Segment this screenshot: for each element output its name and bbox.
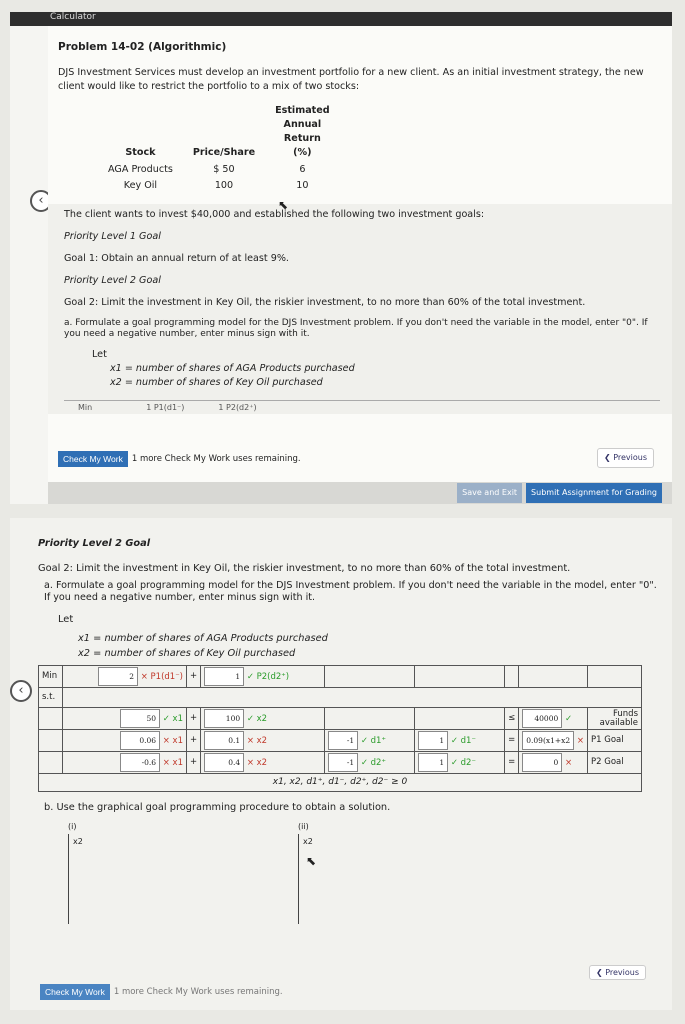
previous-button[interactable]: ❮ Previous [589, 965, 646, 980]
screenshot-zoom [10, 518, 672, 1010]
submit-button[interactable]: Submit Assignment for Grading [526, 483, 662, 503]
r1-coef-x2[interactable]: 100 [204, 709, 244, 728]
col-price: Price/Share [192, 147, 256, 158]
r1-coef-x1[interactable]: 50 [120, 709, 160, 728]
r2-coef-d1minus[interactable]: 1 [418, 731, 448, 750]
graph-ii-label: (ii) [298, 822, 309, 831]
problem-intro: DJS Investment Services must develop an investment portfolio for a new client. As an initial investment strategy, the new client would like to restrict the portfolio to a mix of two stocks: [58, 67, 644, 92]
plus: + [187, 730, 201, 752]
table-row [98, 178, 340, 194]
x2-definition: x2 = number of shares of Key Oil purchased [78, 648, 296, 659]
plus: + [187, 666, 201, 688]
r3-term-d2plus: ✓ d2⁺ [360, 758, 386, 768]
back-arrow-icon[interactable]: ‹ [10, 680, 32, 702]
check-note: 1 more Check My Work uses remaining. [113, 987, 283, 997]
cut-p1: 1 P1(d1⁻) [146, 403, 185, 412]
r3-coef-x1[interactable]: -0.6 [120, 753, 160, 772]
footer-bar [48, 482, 672, 504]
st-label: s.t. [39, 688, 63, 708]
objective-row [39, 666, 642, 688]
r2-note: P1 Goal [588, 730, 642, 752]
goal-1: Goal 1: Obtain an annual return of at least 9%. [64, 253, 289, 264]
empty-cell [519, 666, 588, 688]
problem-sheet [48, 26, 672, 504]
graph-i [68, 819, 178, 924]
nonneg-row [39, 774, 642, 792]
plus: + [187, 708, 201, 730]
r3-operator: = [505, 752, 519, 774]
r2-term-d1minus: ✓ d1⁻ [450, 736, 476, 746]
constraint-row-funds [39, 708, 642, 730]
goals-section [48, 204, 672, 414]
cell: 10 [296, 180, 309, 191]
cell: 100 [214, 180, 234, 191]
x1-definition: x1 = number of shares of AGA Products purchased [110, 363, 355, 374]
previous-label: Previous [613, 453, 647, 462]
let-label: Let [92, 349, 107, 360]
r3-term-x2: × x2 [246, 758, 268, 768]
check-note: 1 more Check My Work uses remaining. [131, 454, 301, 464]
part-a-instructions: a. Formulate a goal programming model for the DJS Investment problem. If you don't need the variable in the model, enter "0". If you need a negative number, enter minus sign with it. [64, 318, 648, 339]
cut-p2: 1 P2(d2⁺) [218, 403, 257, 412]
graph-ii [298, 819, 408, 924]
cell: Key Oil [123, 180, 158, 191]
r3-coef-d2minus[interactable]: 1 [418, 753, 448, 772]
empty-cell [415, 708, 505, 730]
obj-term-2: ✓ P2(d2⁺) [246, 672, 290, 682]
check-bar [40, 984, 283, 1000]
part-a-instructions: a. Formulate a goal programming model for the DJS Investment problem. If you don't need the variable in the model, enter "0". If you need a negative number, enter minus sign with it. [44, 580, 657, 603]
empty-cell [588, 666, 642, 688]
empty-cell [325, 708, 415, 730]
gp-model-table [38, 665, 642, 792]
previous-button[interactable]: ❮ Previous [597, 448, 654, 468]
let-label: Let [58, 614, 74, 625]
goal-2: Goal 2: Limit the investment in Key Oil, the riskier investment, to no more than 60% of the total investment. [64, 297, 586, 308]
obj-term-1: × P1(d1⁻) [140, 672, 183, 682]
check-my-work-button[interactable]: Check My Work [58, 451, 128, 467]
cell: 6 [299, 164, 306, 175]
priority-2-label: Priority Level 2 Goal [64, 275, 161, 286]
r2-coef-x2[interactable]: 0.1 [204, 731, 244, 750]
mouse-cursor-icon: ⬉ [306, 854, 317, 868]
part-b-instructions: b. Use the graphical goal programming procedure to obtain a solution. [44, 802, 391, 813]
stock-table [98, 102, 340, 194]
r2-coef-d1plus[interactable]: -1 [328, 731, 358, 750]
min-label: Min [39, 666, 63, 688]
mouse-cursor-icon: ⬉ [278, 198, 289, 212]
problem-title: Problem 14-02 (Algorithmic) [58, 41, 227, 53]
graph-ii-canvas[interactable] [298, 834, 408, 924]
empty-cell [39, 708, 63, 730]
obj-coef-2[interactable]: 1 [204, 667, 244, 686]
nonnegativity: x1, x2, d1⁺, d1⁻, d2⁺, d2⁻ ≥ 0 [39, 774, 642, 792]
priority-1-label: Priority Level 1 Goal [64, 231, 161, 242]
empty-cell [505, 666, 519, 688]
check-my-work-button[interactable]: Check My Work [40, 984, 110, 1000]
r1-rhs[interactable]: 40000 [522, 709, 562, 728]
zoom-sheet [28, 526, 672, 1010]
r1-operator: ≤ [505, 708, 519, 730]
graph-i-axis-label: x2 [73, 837, 83, 846]
empty-cell [63, 688, 642, 708]
r1-term-x1: ✓ x1 [162, 714, 183, 724]
goal-2: Goal 2: Limit the investment in Key Oil, the riskier investment, to no more than 60% of the total investment. [38, 563, 571, 574]
r1-term-x2: ✓ x2 [246, 714, 268, 724]
empty-cell [325, 666, 415, 688]
constraint-row-p1 [39, 730, 642, 752]
r3-rhs[interactable]: 0 [522, 753, 562, 772]
r2-term-x1: × x1 [162, 736, 183, 746]
graph-area [68, 819, 662, 924]
empty-cell [39, 752, 63, 774]
r3-term-d2minus: ✓ d2⁻ [450, 758, 476, 768]
r1-note: Funds available [588, 708, 642, 730]
model-table-cut [64, 400, 660, 410]
stock-table-header [98, 102, 340, 162]
invest-text: The client wants to invest $40,000 and established the following two investment goals: [64, 209, 485, 220]
r1-rhs-mark: ✓ [564, 714, 573, 724]
check-bar [48, 442, 672, 476]
empty-cell [415, 666, 505, 688]
graph-i-canvas[interactable] [68, 834, 178, 924]
constraint-row-p2 [39, 752, 642, 774]
r2-rhs[interactable]: 0.09(x1+x2 [522, 731, 574, 750]
r2-rhs-mark: × [576, 736, 584, 746]
top-bar-title: Calculator [50, 12, 96, 22]
r2-coef-x1[interactable]: 0.06 [120, 731, 160, 750]
st-row [39, 688, 642, 708]
col-stock: Stock [125, 147, 156, 158]
r3-coef-d2plus[interactable]: -1 [328, 753, 358, 772]
cut-min: Min [78, 403, 93, 412]
r3-coef-x2[interactable]: 0.4 [204, 753, 244, 772]
col-return: Estimated Annual Return (%) [275, 105, 330, 158]
r3-term-x1: × x1 [162, 758, 183, 768]
screenshot-top [10, 12, 672, 504]
previous-label: Previous [605, 968, 639, 977]
r3-rhs-mark: × [564, 758, 573, 768]
save-exit-button[interactable]: Save and Exit [457, 483, 522, 503]
r3-note: P2 Goal [588, 752, 642, 774]
priority-2-label: Priority Level 2 Goal [38, 538, 151, 549]
r2-term-d1plus: ✓ d1⁺ [360, 736, 386, 746]
obj-coef-1[interactable]: 2 [98, 667, 138, 686]
r2-operator: = [505, 730, 519, 752]
plus: + [187, 752, 201, 774]
r2-term-x2: × x2 [246, 736, 268, 746]
table-row [98, 162, 340, 178]
graph-ii-axis-label: x2 [303, 837, 313, 846]
graph-i-label: (i) [68, 822, 77, 831]
top-bar [10, 12, 672, 26]
back-arrow-icon[interactable]: ‹ [30, 190, 52, 212]
x2-definition: x2 = number of shares of Key Oil purchased [110, 377, 323, 388]
cell: AGA Products [108, 164, 173, 175]
empty-cell [39, 730, 63, 752]
x1-definition: x1 = number of shares of AGA Products purchased [78, 633, 328, 644]
let-block [64, 348, 660, 390]
cell: $ 50 [213, 164, 235, 175]
